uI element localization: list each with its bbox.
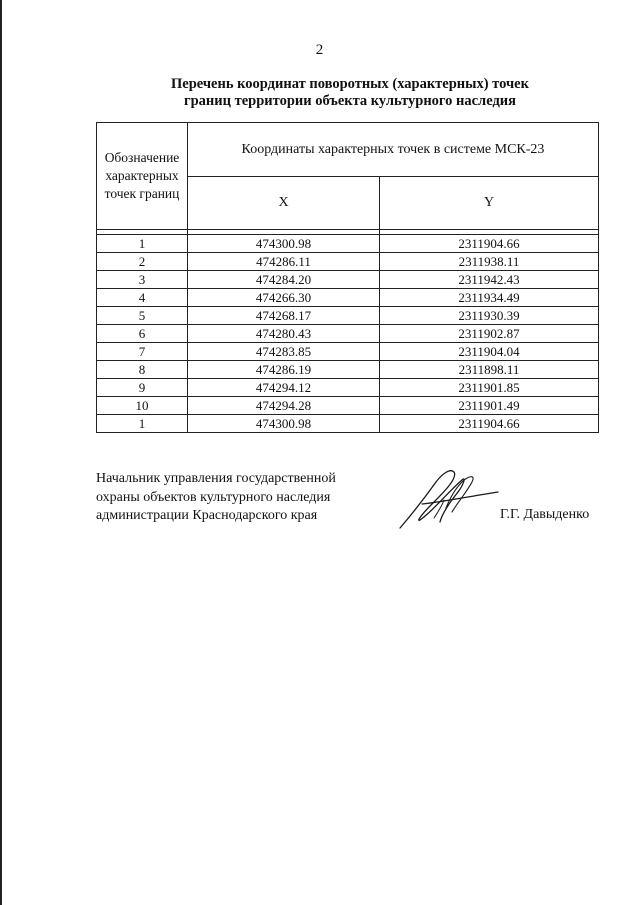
signer-position-line-2: охраны объектов культурного наследия <box>96 489 331 505</box>
x-cell: 474280.43 <box>188 325 380 343</box>
x-cell: 474300.98 <box>188 235 380 253</box>
table-row <box>97 415 599 433</box>
table-row <box>97 307 599 325</box>
table-row <box>97 271 599 289</box>
point-cell: 6 <box>97 325 188 343</box>
point-cell: 8 <box>97 361 188 379</box>
x-cell: 474294.28 <box>188 397 380 415</box>
header-coordinate-system: Координаты характерных точек в системе МСК-23 <box>188 123 599 177</box>
point-cell: 1 <box>97 415 188 433</box>
y-cell: 2311901.49 <box>380 397 599 415</box>
point-cell: 2 <box>97 253 188 271</box>
x-cell: 474300.98 <box>188 415 380 433</box>
point-cell: 7 <box>97 343 188 361</box>
point-cell: 5 <box>97 307 188 325</box>
signer-position-line-3: администрации Краснодарского края <box>96 508 318 523</box>
signer-position-line-1: Начальник управления государственной <box>96 471 336 486</box>
point-cell: 10 <box>97 397 188 415</box>
y-cell: 2311938.11 <box>380 253 599 271</box>
header-designation-line-3: точек границ <box>104 186 180 201</box>
y-cell: 2311930.39 <box>380 307 599 325</box>
x-cell: 474286.11 <box>188 253 380 271</box>
y-cell: 2311904.66 <box>380 235 599 253</box>
title-line-2: границ территории объекта культурного наследия <box>184 93 516 109</box>
table-row <box>97 253 599 271</box>
x-cell: 474284.20 <box>188 271 380 289</box>
table-body <box>97 230 599 433</box>
y-cell: 2311904.66 <box>380 415 599 433</box>
header-y: Y <box>380 177 599 230</box>
table-row <box>97 361 599 379</box>
table-row <box>97 397 599 415</box>
point-cell: 3 <box>97 271 188 289</box>
table-row <box>97 235 599 253</box>
page-left-edge <box>0 0 2 905</box>
signer-name: Г.Г. Давыденко <box>500 507 590 522</box>
x-cell: 474268.17 <box>188 307 380 325</box>
x-cell: 474286.19 <box>188 361 380 379</box>
header-designation-line-2: характерных <box>105 168 179 183</box>
x-cell: 474266.30 <box>188 289 380 307</box>
point-cell: 1 <box>97 235 188 253</box>
y-cell: 2311902.87 <box>380 325 599 343</box>
header-designation-line-1: Обозначение <box>104 150 180 165</box>
point-cell: 9 <box>97 379 188 397</box>
y-cell: 2311898.11 <box>380 361 599 379</box>
y-cell: 2311942.43 <box>380 271 599 289</box>
header-x: X <box>188 177 380 230</box>
header-designation <box>97 123 188 230</box>
x-cell: 474283.85 <box>188 343 380 361</box>
table-row <box>97 379 599 397</box>
y-cell: 2311934.49 <box>380 289 599 307</box>
page-number: 2 <box>315 42 324 58</box>
document-title <box>90 76 610 110</box>
x-cell: 474294.12 <box>188 379 380 397</box>
signature-block <box>96 470 336 526</box>
handwritten-signature <box>392 462 502 534</box>
table-row <box>97 289 599 307</box>
table-row <box>97 343 599 361</box>
coordinates-table <box>96 122 599 433</box>
title-line-1: Перечень координат поворотных (характерных) точек <box>171 76 529 92</box>
y-cell: 2311901.85 <box>380 379 599 397</box>
y-cell: 2311904.04 <box>380 343 599 361</box>
point-cell: 4 <box>97 289 188 307</box>
table-row <box>97 325 599 343</box>
